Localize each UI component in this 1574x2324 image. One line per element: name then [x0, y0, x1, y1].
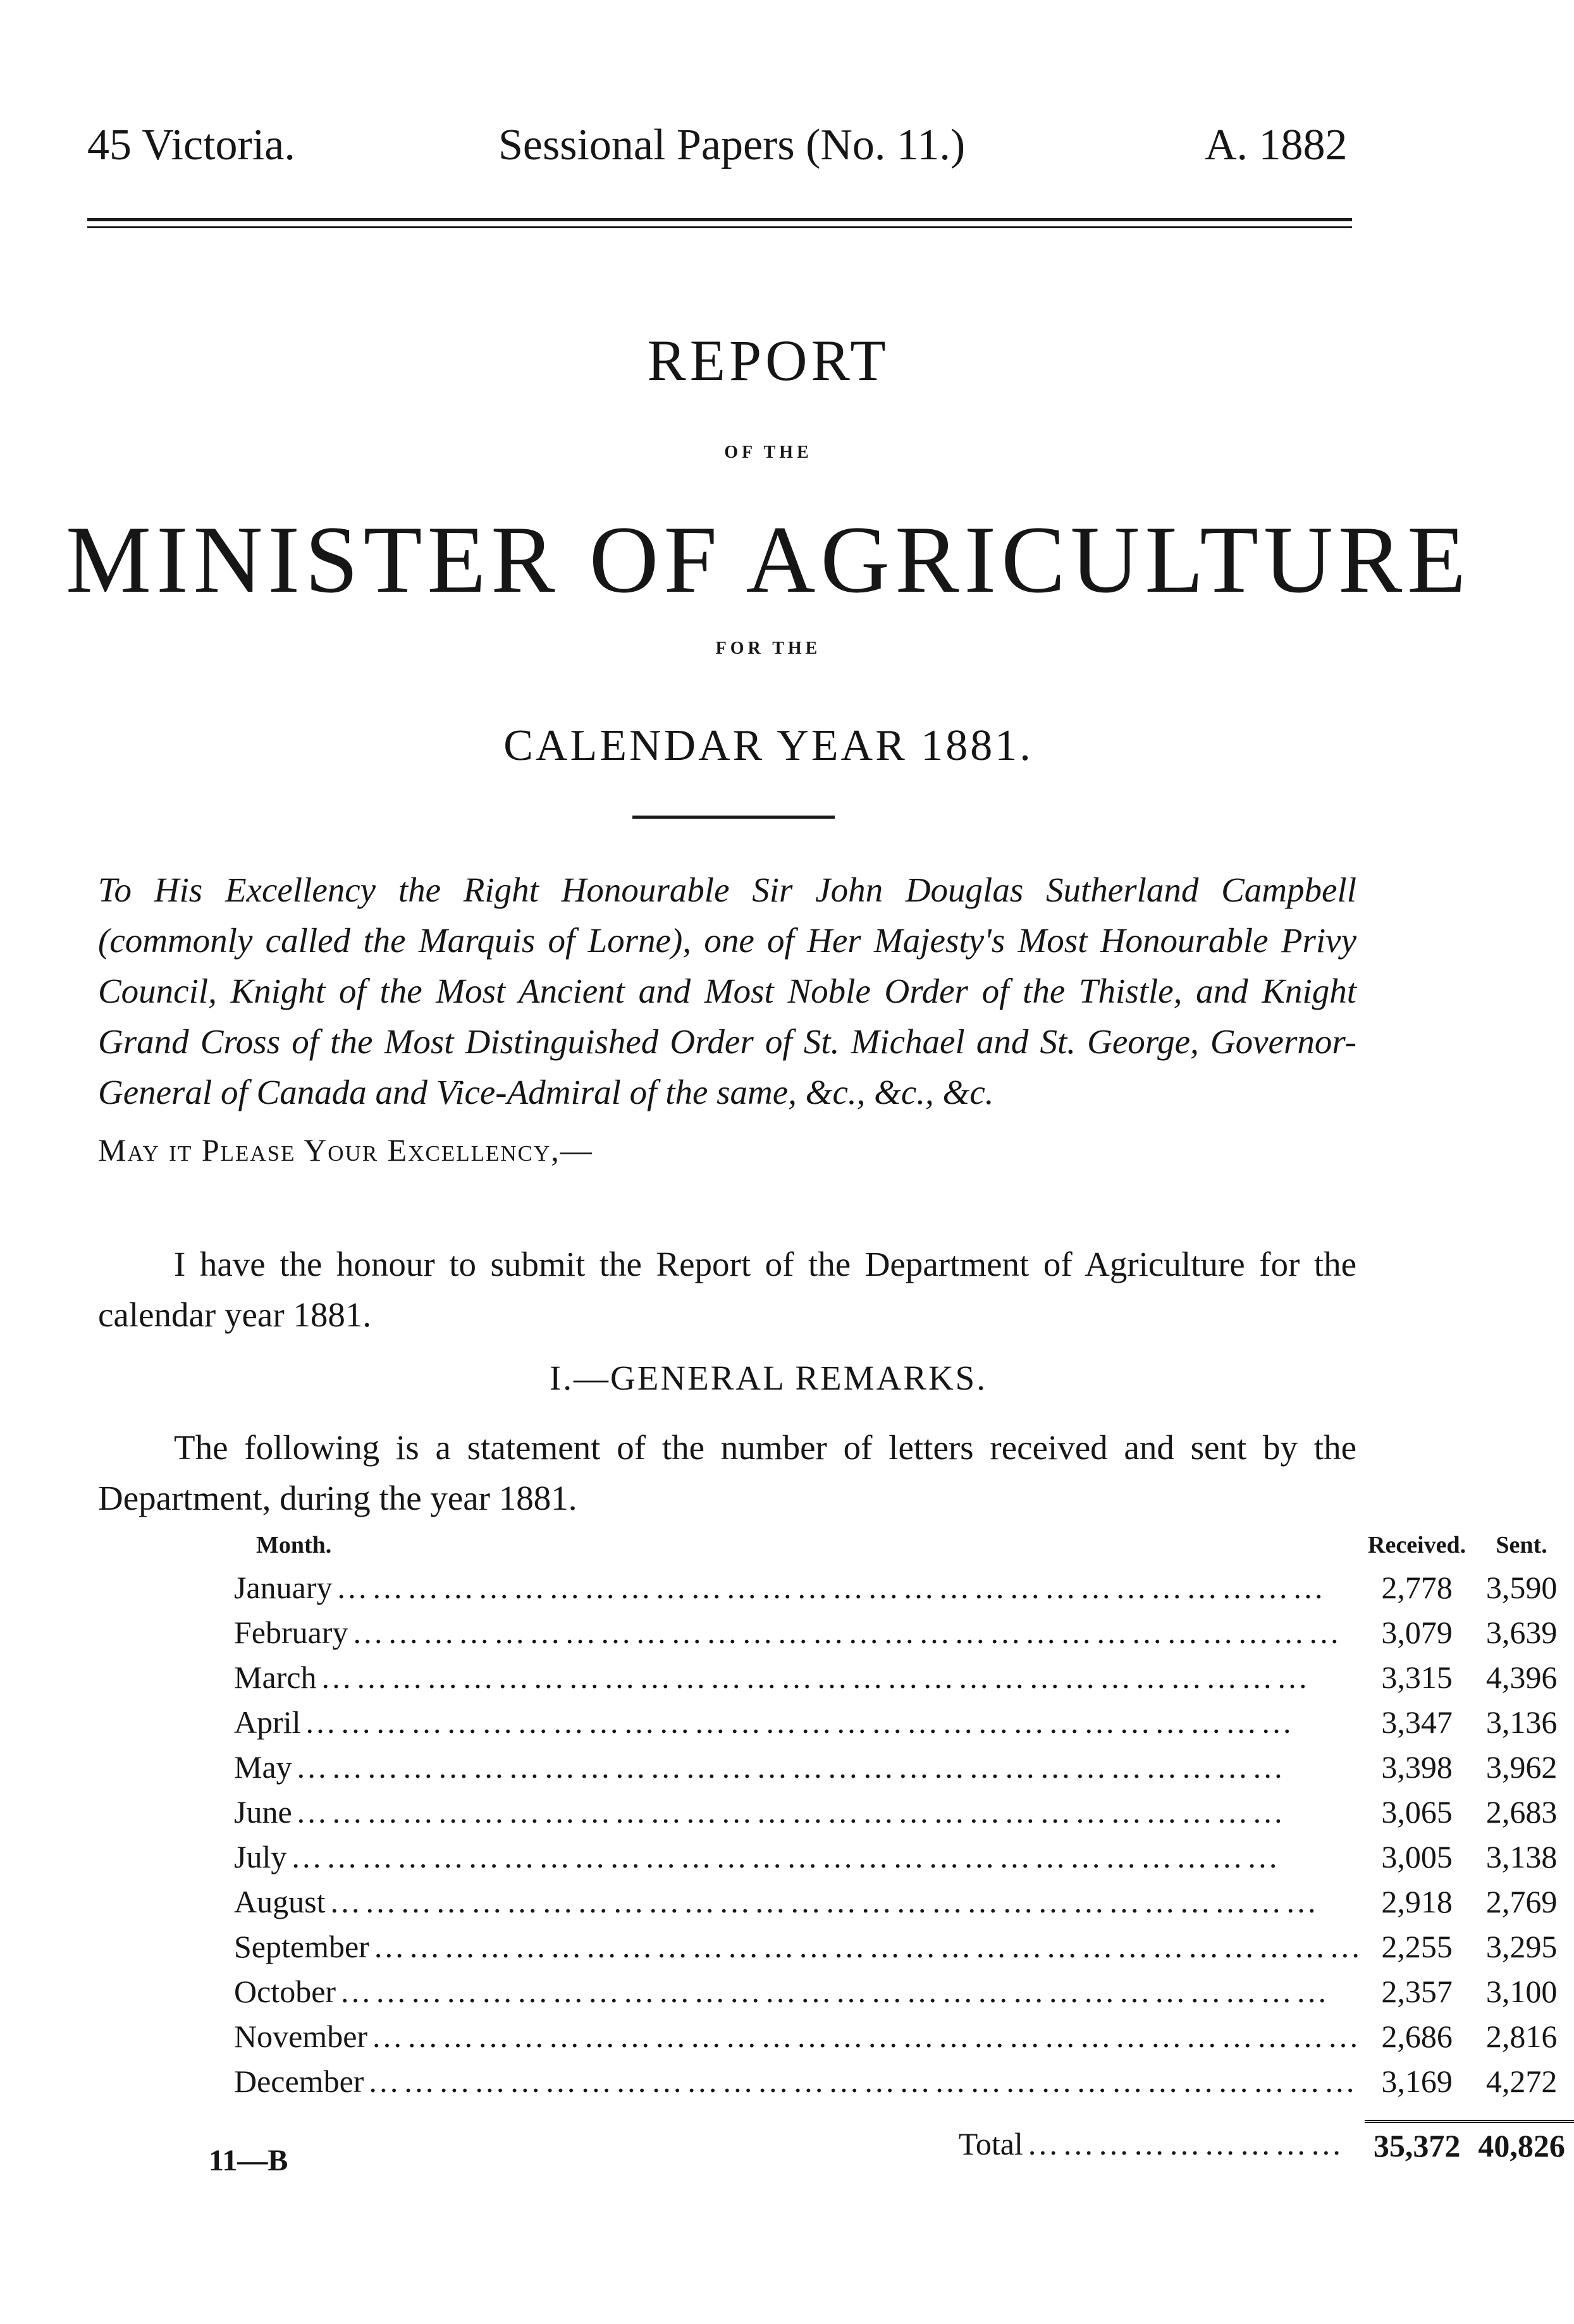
month-label: July: [234, 1839, 290, 1874]
table-row: [234, 1745, 1574, 1790]
received-cell: 3,398: [1381, 1749, 1453, 1785]
dot-leader: …………………………………………………………………………: [290, 1839, 1282, 1874]
sent-cell: 3,295: [1485, 1929, 1558, 1964]
sent-cell: 3,962: [1485, 1749, 1558, 1785]
table-row: [234, 1835, 1574, 1880]
month-label: May: [234, 1749, 296, 1785]
month-cell: [234, 1835, 1365, 1880]
title-calendar-year: CALENDAR YEAR 1881.: [503, 721, 1033, 770]
table-row: [234, 1655, 1574, 1700]
intro-paragraph: I have the honour to submit the Report of the Department of Agriculture for the calendar year 1881.: [98, 1245, 1356, 1334]
section-heading: I.—GENERAL REMARKS.: [549, 1359, 988, 1397]
title-report: REPORT: [647, 328, 890, 393]
received-cell: 3,315: [1381, 1660, 1453, 1695]
total-row: [234, 2104, 1574, 2172]
dot-leader: …………………………………………………………………………: [304, 1704, 1296, 1740]
table-header-row: [234, 1530, 1574, 1565]
header-sessional-papers: Sessional Papers (No. 11.): [498, 121, 966, 169]
month-cell: [234, 1969, 1365, 2014]
received-cell: 3,347: [1381, 1704, 1453, 1740]
total-received: 35,372: [1365, 2120, 1470, 2165]
month-cell: [234, 1655, 1365, 1700]
month-label: November: [234, 2019, 371, 2054]
title-divider: [632, 816, 835, 819]
month-cell: [234, 1790, 1365, 1835]
sent-cell: 2,769: [1485, 1884, 1558, 1919]
title-of-the: OF THE: [724, 443, 813, 462]
received-cell: 2,686: [1381, 2019, 1453, 2054]
received-cell: 3,005: [1381, 1839, 1453, 1874]
month-label: August: [234, 1884, 329, 1919]
table-row: [234, 1924, 1574, 1969]
received-cell: 2,918: [1381, 1884, 1453, 1919]
received-cell: 2,255: [1381, 1929, 1453, 1964]
dot-leader: ………………………: [1026, 2125, 1346, 2162]
footer-page-mark: 11—B: [209, 2144, 288, 2177]
month-cell: [234, 1745, 1365, 1790]
month-label: January: [234, 1570, 336, 1605]
sent-cell: 3,590: [1485, 1570, 1558, 1605]
sent-cell: 3,639: [1485, 1615, 1558, 1650]
dot-leader: …………………………………………………………………………: [336, 1570, 1328, 1605]
received-cell: 3,079: [1381, 1615, 1453, 1650]
title-minister: MINISTER OF AGRICULTURE: [65, 506, 1472, 613]
column-header-month: Month.: [256, 1532, 332, 1558]
total-received-cell: [1365, 2104, 1470, 2172]
table-row: [234, 2059, 1574, 2104]
table-row: [234, 1790, 1574, 1835]
sent-cell: 3,100: [1485, 1974, 1558, 2009]
header-session: 45 Victoria.: [87, 121, 295, 169]
dot-leader: …………………………………………………………………………: [329, 1884, 1321, 1919]
table-row: [234, 1700, 1574, 1745]
statement-paragraph: The following is a statement of the number of letters received and sent by the Department, during the year 1881.: [98, 1428, 1356, 1517]
column-header-received: Received.: [1368, 1532, 1466, 1558]
dot-leader: …………………………………………………………………………: [295, 1794, 1288, 1830]
month-cell: [234, 1565, 1365, 1610]
address-to-governor: To His Excellency the Right Honourable Sir John Douglas Sutherland Campbell (commonly called the Marquis of Lorne), one of Her Majesty's Most Honourable Privy Council, Knight of the Most Ancient and Most Noble Order of the Thistle, and Knight Grand Cross of the Most Distinguished Order of St. Michael and St. George, Governor-General of Canada and Vice-Admiral of the same, &c., &c., &c.: [98, 871, 1356, 1111]
month-cell: [234, 2059, 1365, 2104]
month-label: June: [234, 1794, 296, 1830]
total-sent-cell: [1469, 2104, 1574, 2172]
total-label: Total: [959, 2126, 1027, 2162]
received-cell: 2,357: [1381, 1974, 1453, 2009]
month-label: December: [234, 2064, 367, 2099]
received-cell: 2,778: [1381, 1570, 1453, 1605]
sent-cell: 2,683: [1485, 1794, 1558, 1830]
sent-cell: 4,396: [1485, 1660, 1558, 1695]
dot-leader: …………………………………………………………………………: [352, 1615, 1344, 1650]
title-for-the: FOR THE: [715, 639, 821, 658]
header-rule: [87, 218, 1352, 221]
month-label: October: [234, 1974, 340, 2009]
dot-leader: …………………………………………………………………………: [372, 1929, 1365, 1964]
month-label: April: [234, 1704, 305, 1740]
month-label: September: [234, 1929, 373, 1964]
dot-leader: …………………………………………………………………………: [371, 2019, 1363, 2054]
table-row: [234, 2014, 1574, 2059]
dot-leader: …………………………………………………………………………: [367, 2064, 1360, 2099]
month-cell: [234, 1700, 1365, 1745]
total-label-cell: [234, 2104, 1365, 2172]
sent-cell: 4,272: [1485, 2064, 1558, 2099]
salutation: May it Please Your Excellency,—: [98, 1132, 593, 1168]
letters-table: [234, 1530, 1574, 2172]
dot-leader: …………………………………………………………………………: [320, 1660, 1312, 1695]
total-sent: 40,826: [1469, 2120, 1574, 2165]
table-row: [234, 1880, 1574, 1924]
month-cell: [234, 1880, 1365, 1924]
sent-cell: 3,136: [1485, 1704, 1558, 1740]
sent-cell: 2,816: [1485, 2019, 1558, 2054]
sent-cell: 3,138: [1485, 1839, 1558, 1874]
month-label: February: [234, 1615, 352, 1650]
month-cell: [234, 2014, 1365, 2059]
header-year: A. 1882: [1205, 121, 1348, 169]
column-header-sent: Sent.: [1496, 1532, 1547, 1558]
table-row: [234, 1969, 1574, 2014]
table-row: [234, 1610, 1574, 1655]
received-cell: 3,169: [1381, 2064, 1453, 2099]
table-row: [234, 1565, 1574, 1610]
month-label: March: [234, 1660, 321, 1695]
received-cell: 3,065: [1381, 1794, 1453, 1830]
dot-leader: …………………………………………………………………………: [295, 1749, 1288, 1785]
month-cell: [234, 1610, 1365, 1655]
month-cell: [234, 1924, 1365, 1969]
dot-leader: …………………………………………………………………………: [340, 1974, 1332, 2009]
